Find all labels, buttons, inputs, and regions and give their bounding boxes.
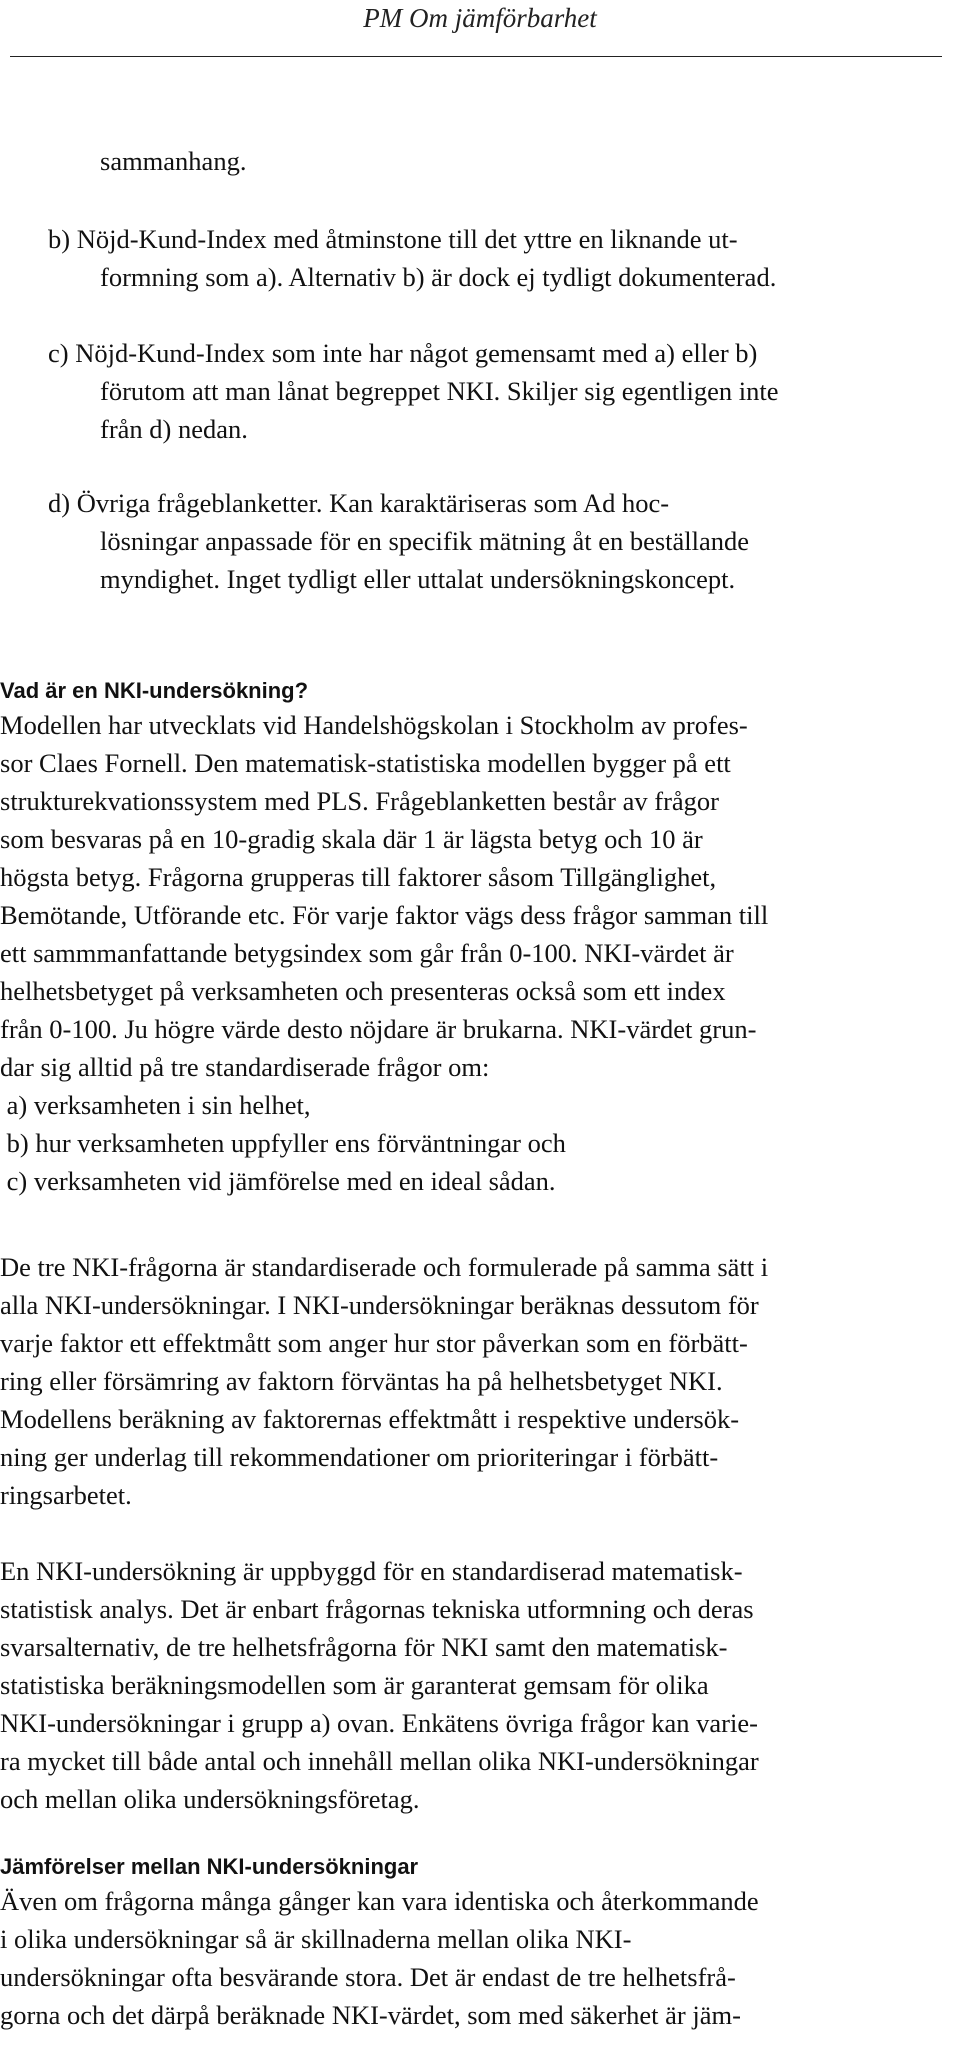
paragraph-nki-fragor: De tre NKI-frågorna är standardiserade och formulerade på samma sätt i alla NKI-undersökningar. I NKI-undersökningar beräknas dessutom för varje faktor ett effektmått som anger hur stor påverkan som en förbätt- ring eller försämring av faktorn förväntas ha på helhetsbetyget NKI. Modellens beräkning av faktorernas effektmått i respektive undersök- ning ger underlag till rekommendationer om prioriteringar i förbätt- ringsarbetet. xyxy=(0,1252,769,1510)
section-heading-vad-ar-nki: Vad är en NKI-undersökning? xyxy=(0,678,309,703)
list-item-d-line-2: lösningar anpassade för en specifik mätning åt en beställande xyxy=(100,526,750,556)
header-rule xyxy=(10,56,942,57)
list-item-b-line-1: b) Nöjd-Kund-Index med åtminstone till det yttre en liknande ut- xyxy=(48,224,738,254)
section1-paragraph: Modellen har utvecklats vid Handelshögskolan i Stockholm av profes- sor Claes Fornell. Den matematisk-statistiska modellen bygger på ett strukturekvationssystem med PLS. Frågeblanketten består av frågor som besvaras på en 10-gradig skala där 1 är lägsta betyg och 10 är högsta betyg. Frågorna grupperas till faktorer såsom Tillgänglighet, Bemötande, Utförande etc. För varje faktor vägs dess frågor samman till ett sammmanfattande betygsindex som går från 0-100. NKI-värdet är helhetsbetyget på verksamheten och presenteras också som ett index från 0-100. Ju högre värde desto nöjdare är brukarna. NKI-värdet grun- dar sig alltid på tre standardiserade frågor om: a) verksamheten i sin helhet, b) hur verksamheten uppfyller ens förväntningar och c) verksamheten vid jämförelse med en ideal sådan. xyxy=(0,706,960,1200)
page-header xyxy=(0,0,960,34)
nki-question-b: b) hur verksamheten uppfyller ens förväntningar och xyxy=(0,1128,566,1158)
intro-continuation: sammanhang. xyxy=(100,146,247,176)
list-item-c-line-2: förutom att man lånat begreppet NKI. Skiljer sig egentligen inte xyxy=(100,376,779,406)
list-item-c xyxy=(48,334,960,448)
list-item-d xyxy=(48,484,960,598)
list-item-c-line-3: från d) nedan. xyxy=(100,414,248,444)
list-item-d-line-3: myndighet. Inget tydligt eller uttalat undersökningskoncept. xyxy=(100,564,736,594)
nki-question-c: c) verksamheten vid jämförelse med en ideal sådan. xyxy=(0,1166,556,1196)
list-item-d-line-1: d) Övriga frågeblanketter. Kan karaktäriseras som Ad hoc- xyxy=(48,488,670,518)
list-item-b xyxy=(48,220,960,296)
paragraph-nki-uppbyggnad: En NKI-undersökning är uppbyggd för en standardiserad matematisk- statistisk analys. Det är enbart frågornas tekniska utformning och deras svarsalternativ, de tre helhetsfrågorna för NKI samt den matematisk- statistiska beräkningsmodellen som är garanterat gemsam för olika NKI-undersökningar i grupp a) ovan. Enkätens övriga frågor kan varie- ra mycket till både antal och innehåll mellan olika NKI-undersökningar och mellan olika undersökningsföretag. xyxy=(0,1556,759,1814)
nki-question-a: a) verksamheten i sin helhet, xyxy=(0,1090,311,1120)
list-item-c-line-1: c) Nöjd-Kund-Index som inte har något gemensamt med a) eller b) xyxy=(48,338,758,368)
section2-paragraph: Även om frågorna många gånger kan vara identiska och återkommande i olika undersökningar så är skillnaderna mellan olika NKI- undersökningar ofta besvärande stora. Det är endast de tre helhetsfrå- gorna och det därpå beräknade NKI-värdet, som med säkerhet är jäm- xyxy=(0,1886,759,2030)
section-heading-jamforelser: Jämförelser mellan NKI-undersökningar xyxy=(0,1854,419,1879)
list-item-b-line-2: formning som a). Alternativ b) är dock ej tydligt dokumenterad. xyxy=(100,262,777,292)
header-title: PM Om jämförbarhet xyxy=(363,3,597,33)
